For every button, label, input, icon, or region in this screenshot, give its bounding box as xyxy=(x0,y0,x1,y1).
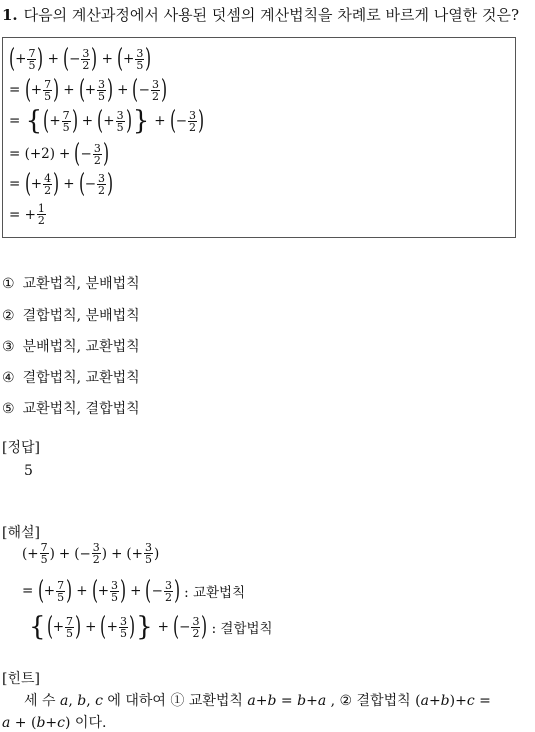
question-header xyxy=(2,4,519,25)
explanation-line-1: (+ $\frac{7}{5}$ ) + (− $\frac{3}{2}$ ) + (+ $\frac{3}{5}$ ) xyxy=(22,541,160,566)
choice-4[interactable]: ④ 결합법칙, 교환법칙 xyxy=(2,370,140,386)
calc-line-2: = ( + $\frac{7}{5}$ ) + ( + $\frac{3}{5}$ ) + ( − $\frac{3}{2}$ ) xyxy=(9,75,168,105)
calc-line-4: = (+2) + ( − $\frac{3}{2}$ ) xyxy=(9,139,109,169)
choice-label: 교환법칙, 결합법칙 xyxy=(22,401,140,417)
calc-line-3: = { ( + $\frac{7}{5}$ ) + ( + $\frac{3}{5}$ ) } + ( − $\frac{3}{2}$ ) xyxy=(9,106,205,136)
choice-label: 결합법칙, 분배법칙 xyxy=(22,308,140,324)
choice-2[interactable]: ② 결합법칙, 분배법칙 xyxy=(2,308,140,324)
answer-title: [정답] xyxy=(2,440,40,456)
choice-label: 교환법칙, 분배법칙 xyxy=(22,276,140,292)
explanation-title: [해설] xyxy=(2,525,40,541)
hint-line-1: 세 수 a, b, c 에 대하여 ① 교환법칙 a+b = b+a , ② 결합법칙 (a+b)+c = xyxy=(24,693,491,709)
calc-line-1: ( + $\frac{7}{5}$ ) + ( − $\frac{3}{2}$ ) + ( + $\frac{3}{5}$ ) xyxy=(9,44,152,74)
explanation-line-3: { ( + $\frac{7}{5}$ ) + ( + $\frac{3}{5}$ ) } + ( − $\frac{3}{2}$ ) : 결합법칙 xyxy=(29,612,273,642)
hint-title: [힌트] xyxy=(2,671,40,687)
calculation-box xyxy=(2,37,516,238)
answer-value: 5 xyxy=(24,463,33,479)
question-number: 1. xyxy=(2,6,18,24)
choice-5[interactable]: ⑤ 교환법칙, 결합법칙 xyxy=(2,401,140,417)
choice-label: 분배법칙, 교환법칙 xyxy=(22,339,140,355)
calc-line-5: = ( + $\frac{4}{2}$ ) + ( − $\frac{3}{2}$ ) xyxy=(9,169,114,199)
hint-line-2: a + (b+c) 이다. xyxy=(2,715,107,731)
question-text: 다음의 계산과정에서 사용된 덧셈의 계산법칙을 차례로 바르게 나열한 것은? xyxy=(23,6,520,24)
explanation-line-2: = ( + $\frac{7}{5}$ ) + ( + $\frac{3}{5}$ ) + ( − $\frac{3}{2}$ ) : 교환법칙 xyxy=(22,576,246,606)
choice-1[interactable]: ① 교환법칙, 분배법칙 xyxy=(2,276,140,292)
law-label-1: : 교환법칙 xyxy=(184,585,246,601)
law-label-2: : 결합법칙 xyxy=(211,621,273,637)
choice-3[interactable]: ③ 분배법칙, 교환법칙 xyxy=(2,339,140,355)
calc-line-6: = + $\frac{1}{2}$ xyxy=(9,202,45,227)
choice-label: 결합법칙, 교환법칙 xyxy=(22,370,140,386)
